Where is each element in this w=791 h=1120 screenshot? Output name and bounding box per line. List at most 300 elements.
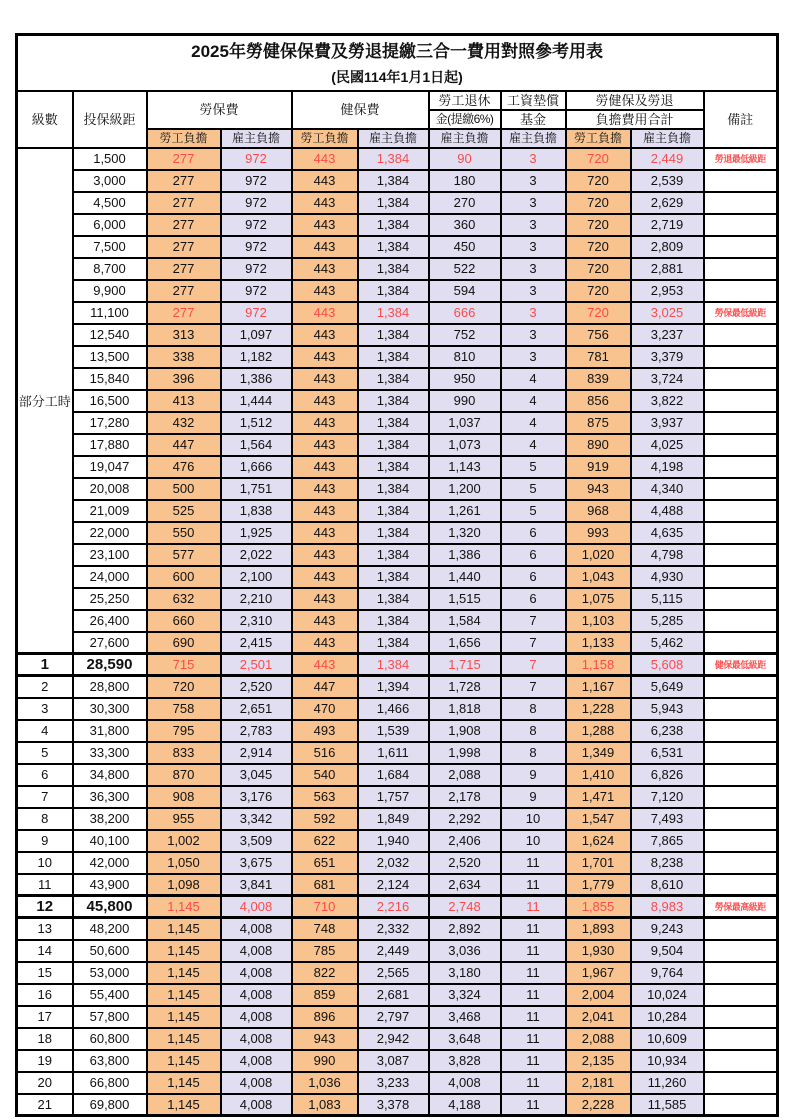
val-wage-fund-employer: 6	[501, 588, 566, 610]
grade-cell: 20	[17, 1072, 73, 1094]
col-header-bracket: 投保級距	[73, 91, 147, 148]
subcol-pension-employer: 雇主負擔	[429, 129, 501, 148]
val-wage-fund-employer: 7	[501, 654, 566, 676]
val-total-employer: 10,609	[631, 1028, 704, 1050]
subcol-labor-employer: 雇主負擔	[221, 129, 292, 148]
val-labor-employee: 447	[147, 434, 221, 456]
table-row	[17, 786, 778, 808]
grade-cell: 18	[17, 1028, 73, 1050]
val-total-employer: 2,449	[631, 148, 704, 170]
val-total-employee: 720	[566, 258, 631, 280]
val-pension-employer: 2,748	[429, 896, 501, 918]
val-pension-employer: 522	[429, 258, 501, 280]
val-labor-employer: 2,651	[221, 698, 292, 720]
val-labor-employee: 720	[147, 676, 221, 698]
val-health-employee: 443	[292, 588, 358, 610]
val-pension-employer: 2,520	[429, 852, 501, 874]
val-pension-employer: 3,036	[429, 940, 501, 962]
val-pension-employer: 1,440	[429, 566, 501, 588]
grade-cell: 11	[17, 874, 73, 896]
bracket-cell: 23,100	[73, 544, 147, 566]
bracket-cell: 28,590	[73, 654, 147, 676]
grade-cell: 21	[17, 1094, 73, 1116]
table-row	[17, 280, 778, 302]
val-total-employee: 1,967	[566, 962, 631, 984]
val-total-employer: 5,462	[631, 632, 704, 654]
val-pension-employer: 180	[429, 170, 501, 192]
val-wage-fund-employer: 3	[501, 192, 566, 214]
val-total-employer: 4,930	[631, 566, 704, 588]
val-pension-employer: 1,656	[429, 632, 501, 654]
bracket-cell: 13,500	[73, 346, 147, 368]
table-body	[17, 148, 778, 1116]
val-pension-employer: 3,828	[429, 1050, 501, 1072]
val-labor-employer: 1,564	[221, 434, 292, 456]
val-total-employer: 3,379	[631, 346, 704, 368]
val-wage-fund-employer: 5	[501, 500, 566, 522]
bracket-cell: 66,800	[73, 1072, 147, 1094]
val-health-employer: 1,384	[358, 610, 429, 632]
val-health-employee: 443	[292, 192, 358, 214]
col-header-grade: 級數	[17, 91, 73, 148]
table-row	[17, 346, 778, 368]
val-total-employee: 1,779	[566, 874, 631, 896]
grade-cell: 4	[17, 720, 73, 742]
val-health-employee: 443	[292, 566, 358, 588]
val-total-employer: 2,881	[631, 258, 704, 280]
grade-cell: 1	[17, 654, 73, 676]
val-wage-fund-employer: 11	[501, 852, 566, 874]
table-row	[17, 478, 778, 500]
val-labor-employer: 1,925	[221, 522, 292, 544]
table-row	[17, 962, 778, 984]
val-labor-employee: 908	[147, 786, 221, 808]
val-wage-fund-employer: 11	[501, 1050, 566, 1072]
val-pension-employer: 2,292	[429, 808, 501, 830]
val-total-employee: 756	[566, 324, 631, 346]
val-pension-employer: 2,634	[429, 874, 501, 896]
remark-cell	[704, 874, 778, 896]
val-wage-fund-employer: 4	[501, 412, 566, 434]
val-labor-employer: 4,008	[221, 940, 292, 962]
remark-cell	[704, 280, 778, 302]
val-health-employer: 1,384	[358, 456, 429, 478]
remark-cell	[704, 192, 778, 214]
val-labor-employee: 660	[147, 610, 221, 632]
val-labor-employee: 795	[147, 720, 221, 742]
bracket-cell: 12,540	[73, 324, 147, 346]
val-labor-employer: 4,008	[221, 1094, 292, 1116]
val-health-employee: 443	[292, 280, 358, 302]
remark-cell	[704, 632, 778, 654]
val-health-employee: 563	[292, 786, 358, 808]
val-wage-fund-employer: 6	[501, 544, 566, 566]
val-pension-employer: 1,515	[429, 588, 501, 610]
val-total-employer: 5,608	[631, 654, 704, 676]
bracket-cell: 36,300	[73, 786, 147, 808]
table-row	[17, 192, 778, 214]
val-labor-employer: 3,045	[221, 764, 292, 786]
val-labor-employer: 4,008	[221, 1006, 292, 1028]
val-pension-employer: 1,320	[429, 522, 501, 544]
val-labor-employer: 2,310	[221, 610, 292, 632]
val-wage-fund-employer: 5	[501, 456, 566, 478]
table-row	[17, 698, 778, 720]
bracket-cell: 53,000	[73, 962, 147, 984]
val-health-employee: 592	[292, 808, 358, 830]
remark-cell	[704, 1028, 778, 1050]
bracket-cell: 38,200	[73, 808, 147, 830]
val-pension-employer: 1,818	[429, 698, 501, 720]
val-labor-employee: 690	[147, 632, 221, 654]
remark-cell	[704, 434, 778, 456]
table-row	[17, 852, 778, 874]
remark-cell	[704, 324, 778, 346]
val-health-employee: 443	[292, 654, 358, 676]
val-health-employee: 443	[292, 302, 358, 324]
remark-cell	[704, 346, 778, 368]
bracket-cell: 45,800	[73, 896, 147, 918]
val-health-employer: 3,233	[358, 1072, 429, 1094]
val-wage-fund-employer: 3	[501, 280, 566, 302]
bracket-cell: 15,840	[73, 368, 147, 390]
page-subtitle: (民國114年1月1日起)	[331, 69, 463, 86]
bracket-cell: 20,008	[73, 478, 147, 500]
grade-cell: 3	[17, 698, 73, 720]
val-total-employer: 6,531	[631, 742, 704, 764]
val-labor-employee: 277	[147, 214, 221, 236]
val-wage-fund-employer: 11	[501, 1072, 566, 1094]
remark-cell	[704, 566, 778, 588]
col-header-wage-fund-line1: 工資墊償	[501, 91, 566, 110]
val-wage-fund-employer: 11	[501, 962, 566, 984]
col-header-remark: 備註	[704, 91, 778, 148]
val-pension-employer: 1,037	[429, 412, 501, 434]
val-health-employee: 443	[292, 324, 358, 346]
col-header-total-line1: 勞健保及勞退	[566, 91, 704, 110]
val-wage-fund-employer: 10	[501, 830, 566, 852]
val-health-employee: 443	[292, 346, 358, 368]
val-total-employer: 2,539	[631, 170, 704, 192]
val-total-employer: 3,025	[631, 302, 704, 324]
bracket-cell: 24,000	[73, 566, 147, 588]
val-health-employer: 1,539	[358, 720, 429, 742]
val-labor-employee: 432	[147, 412, 221, 434]
table-row	[17, 434, 778, 456]
val-health-employer: 1,394	[358, 676, 429, 698]
val-total-employer: 4,488	[631, 500, 704, 522]
remark-cell: 勞保最高級距	[704, 896, 778, 918]
table-row	[17, 170, 778, 192]
val-health-employee: 443	[292, 236, 358, 258]
val-total-employee: 1,228	[566, 698, 631, 720]
remark-cell	[704, 830, 778, 852]
val-pension-employer: 1,386	[429, 544, 501, 566]
val-health-employer: 1,384	[358, 214, 429, 236]
val-health-employee: 447	[292, 676, 358, 698]
val-total-employer: 11,260	[631, 1072, 704, 1094]
val-labor-employee: 1,145	[147, 1094, 221, 1116]
val-wage-fund-employer: 4	[501, 390, 566, 412]
remark-cell	[704, 214, 778, 236]
val-health-employee: 651	[292, 852, 358, 874]
val-total-employer: 8,983	[631, 896, 704, 918]
val-health-employer: 1,684	[358, 764, 429, 786]
val-pension-employer: 3,324	[429, 984, 501, 1006]
val-total-employee: 720	[566, 236, 631, 258]
val-labor-employer: 1,444	[221, 390, 292, 412]
table-row	[17, 918, 778, 940]
val-total-employer: 5,649	[631, 676, 704, 698]
val-wage-fund-employer: 9	[501, 786, 566, 808]
bracket-cell: 25,250	[73, 588, 147, 610]
table-row	[17, 522, 778, 544]
remark-cell	[704, 456, 778, 478]
val-wage-fund-employer: 3	[501, 148, 566, 170]
val-pension-employer: 1,073	[429, 434, 501, 456]
table-row	[17, 1006, 778, 1028]
val-labor-employee: 577	[147, 544, 221, 566]
val-wage-fund-employer: 5	[501, 478, 566, 500]
val-health-employee: 443	[292, 544, 358, 566]
val-labor-employer: 972	[221, 170, 292, 192]
val-labor-employee: 1,145	[147, 918, 221, 940]
bracket-cell: 1,500	[73, 148, 147, 170]
val-wage-fund-employer: 11	[501, 1028, 566, 1050]
val-total-employee: 1,624	[566, 830, 631, 852]
val-total-employee: 1,547	[566, 808, 631, 830]
val-health-employee: 443	[292, 478, 358, 500]
val-health-employee: 785	[292, 940, 358, 962]
val-health-employer: 2,942	[358, 1028, 429, 1050]
val-total-employee: 720	[566, 192, 631, 214]
col-header-wage-fund-line2: 基金	[501, 110, 566, 129]
val-health-employee: 443	[292, 412, 358, 434]
bracket-cell: 40,100	[73, 830, 147, 852]
val-pension-employer: 2,088	[429, 764, 501, 786]
grade-cell: 13	[17, 918, 73, 940]
val-labor-employee: 277	[147, 302, 221, 324]
table-row	[17, 830, 778, 852]
val-health-employee: 443	[292, 148, 358, 170]
val-labor-employee: 338	[147, 346, 221, 368]
remark-cell	[704, 170, 778, 192]
val-pension-employer: 752	[429, 324, 501, 346]
table-row	[17, 214, 778, 236]
table-row	[17, 676, 778, 698]
val-health-employee: 443	[292, 170, 358, 192]
val-total-employee: 1,167	[566, 676, 631, 698]
bracket-cell: 69,800	[73, 1094, 147, 1116]
val-total-employee: 1,930	[566, 940, 631, 962]
val-labor-employer: 972	[221, 258, 292, 280]
remark-cell	[704, 764, 778, 786]
val-total-employer: 7,120	[631, 786, 704, 808]
grade-cell: 5	[17, 742, 73, 764]
grade-cell: 10	[17, 852, 73, 874]
val-labor-employer: 2,022	[221, 544, 292, 566]
remark-cell	[704, 522, 778, 544]
val-health-employee: 443	[292, 434, 358, 456]
bracket-cell: 28,800	[73, 676, 147, 698]
val-wage-fund-employer: 7	[501, 632, 566, 654]
table-row	[17, 544, 778, 566]
remark-cell	[704, 852, 778, 874]
val-labor-employee: 715	[147, 654, 221, 676]
val-health-employee: 943	[292, 1028, 358, 1050]
val-health-employer: 2,797	[358, 1006, 429, 1028]
val-labor-employer: 972	[221, 302, 292, 324]
val-health-employee: 443	[292, 610, 358, 632]
val-health-employer: 1,384	[358, 302, 429, 324]
val-labor-employee: 833	[147, 742, 221, 764]
val-health-employer: 1,384	[358, 258, 429, 280]
val-pension-employer: 3,468	[429, 1006, 501, 1028]
bracket-cell: 17,880	[73, 434, 147, 456]
val-health-employer: 1,384	[358, 324, 429, 346]
col-header-health-insurance: 健保費	[292, 91, 429, 129]
remark-cell	[704, 962, 778, 984]
val-health-employer: 1,940	[358, 830, 429, 852]
val-health-employee: 443	[292, 522, 358, 544]
val-total-employee: 856	[566, 390, 631, 412]
bracket-cell: 19,047	[73, 456, 147, 478]
val-labor-employer: 972	[221, 192, 292, 214]
val-labor-employer: 4,008	[221, 896, 292, 918]
val-health-employer: 1,384	[358, 588, 429, 610]
val-labor-employer: 972	[221, 236, 292, 258]
val-health-employer: 1,384	[358, 236, 429, 258]
table-row	[17, 412, 778, 434]
val-total-employee: 2,228	[566, 1094, 631, 1116]
val-health-employer: 1,384	[358, 280, 429, 302]
val-pension-employer: 4,188	[429, 1094, 501, 1116]
val-wage-fund-employer: 11	[501, 918, 566, 940]
val-health-employer: 1,757	[358, 786, 429, 808]
val-health-employer: 1,384	[358, 434, 429, 456]
val-wage-fund-employer: 11	[501, 874, 566, 896]
header-row-groups	[17, 91, 778, 110]
table-row	[17, 1094, 778, 1116]
bracket-cell: 9,900	[73, 280, 147, 302]
val-labor-employer: 1,182	[221, 346, 292, 368]
val-wage-fund-employer: 3	[501, 324, 566, 346]
val-pension-employer: 1,908	[429, 720, 501, 742]
subcol-total-employer: 雇主負擔	[631, 129, 704, 148]
bracket-cell: 42,000	[73, 852, 147, 874]
val-total-employee: 875	[566, 412, 631, 434]
val-labor-employer: 4,008	[221, 1050, 292, 1072]
val-pension-employer: 3,648	[429, 1028, 501, 1050]
val-labor-employee: 550	[147, 522, 221, 544]
val-health-employer: 1,384	[358, 412, 429, 434]
part-time-merged-cell: 部分工時	[17, 148, 73, 654]
val-wage-fund-employer: 3	[501, 258, 566, 280]
table-row	[17, 654, 778, 676]
val-total-employer: 6,238	[631, 720, 704, 742]
val-health-employer: 2,032	[358, 852, 429, 874]
val-total-employee: 968	[566, 500, 631, 522]
bracket-cell: 11,100	[73, 302, 147, 324]
bracket-cell: 60,800	[73, 1028, 147, 1050]
val-labor-employer: 2,520	[221, 676, 292, 698]
remark-cell	[704, 258, 778, 280]
val-total-employer: 10,284	[631, 1006, 704, 1028]
val-pension-employer: 90	[429, 148, 501, 170]
table-row	[17, 1050, 778, 1072]
val-wage-fund-employer: 11	[501, 896, 566, 918]
val-total-employee: 2,088	[566, 1028, 631, 1050]
remark-cell	[704, 984, 778, 1006]
val-total-employee: 2,004	[566, 984, 631, 1006]
val-health-employer: 1,384	[358, 544, 429, 566]
val-total-employer: 7,493	[631, 808, 704, 830]
grade-cell: 8	[17, 808, 73, 830]
table-row	[17, 302, 778, 324]
grade-cell: 12	[17, 896, 73, 918]
val-total-employee: 993	[566, 522, 631, 544]
val-pension-employer: 270	[429, 192, 501, 214]
remark-cell	[704, 1050, 778, 1072]
val-total-employer: 4,025	[631, 434, 704, 456]
val-pension-employer: 594	[429, 280, 501, 302]
val-health-employee: 540	[292, 764, 358, 786]
table-row	[17, 1028, 778, 1050]
val-labor-employer: 3,675	[221, 852, 292, 874]
val-total-employee: 1,075	[566, 588, 631, 610]
val-health-employer: 2,449	[358, 940, 429, 962]
bracket-cell: 8,700	[73, 258, 147, 280]
bracket-cell: 4,500	[73, 192, 147, 214]
val-total-employer: 2,953	[631, 280, 704, 302]
table-row	[17, 588, 778, 610]
val-pension-employer: 1,715	[429, 654, 501, 676]
val-pension-employer: 2,406	[429, 830, 501, 852]
val-labor-employer: 4,008	[221, 1072, 292, 1094]
val-labor-employee: 632	[147, 588, 221, 610]
val-pension-employer: 2,178	[429, 786, 501, 808]
val-health-employee: 443	[292, 390, 358, 412]
val-labor-employer: 1,666	[221, 456, 292, 478]
remark-cell	[704, 500, 778, 522]
val-health-employee: 859	[292, 984, 358, 1006]
val-pension-employer: 3,180	[429, 962, 501, 984]
val-health-employer: 2,565	[358, 962, 429, 984]
val-wage-fund-employer: 3	[501, 214, 566, 236]
col-header-total-line2: 負擔費用合計	[566, 110, 704, 129]
val-total-employee: 720	[566, 170, 631, 192]
grade-cell: 9	[17, 830, 73, 852]
val-health-employee: 748	[292, 918, 358, 940]
subcol-total-employee: 勞工負擔	[566, 129, 631, 148]
bracket-cell: 48,200	[73, 918, 147, 940]
val-health-employee: 470	[292, 698, 358, 720]
val-total-employer: 9,504	[631, 940, 704, 962]
val-wage-fund-employer: 11	[501, 984, 566, 1006]
val-pension-employer: 1,200	[429, 478, 501, 500]
val-total-employer: 9,764	[631, 962, 704, 984]
val-wage-fund-employer: 6	[501, 566, 566, 588]
val-wage-fund-employer: 11	[501, 1094, 566, 1116]
val-labor-employee: 1,145	[147, 1072, 221, 1094]
remark-cell	[704, 698, 778, 720]
val-labor-employee: 1,145	[147, 1006, 221, 1028]
remark-cell	[704, 940, 778, 962]
val-total-employee: 781	[566, 346, 631, 368]
val-pension-employer: 450	[429, 236, 501, 258]
val-labor-employee: 476	[147, 456, 221, 478]
subcol-health-employee: 勞工負擔	[292, 129, 358, 148]
